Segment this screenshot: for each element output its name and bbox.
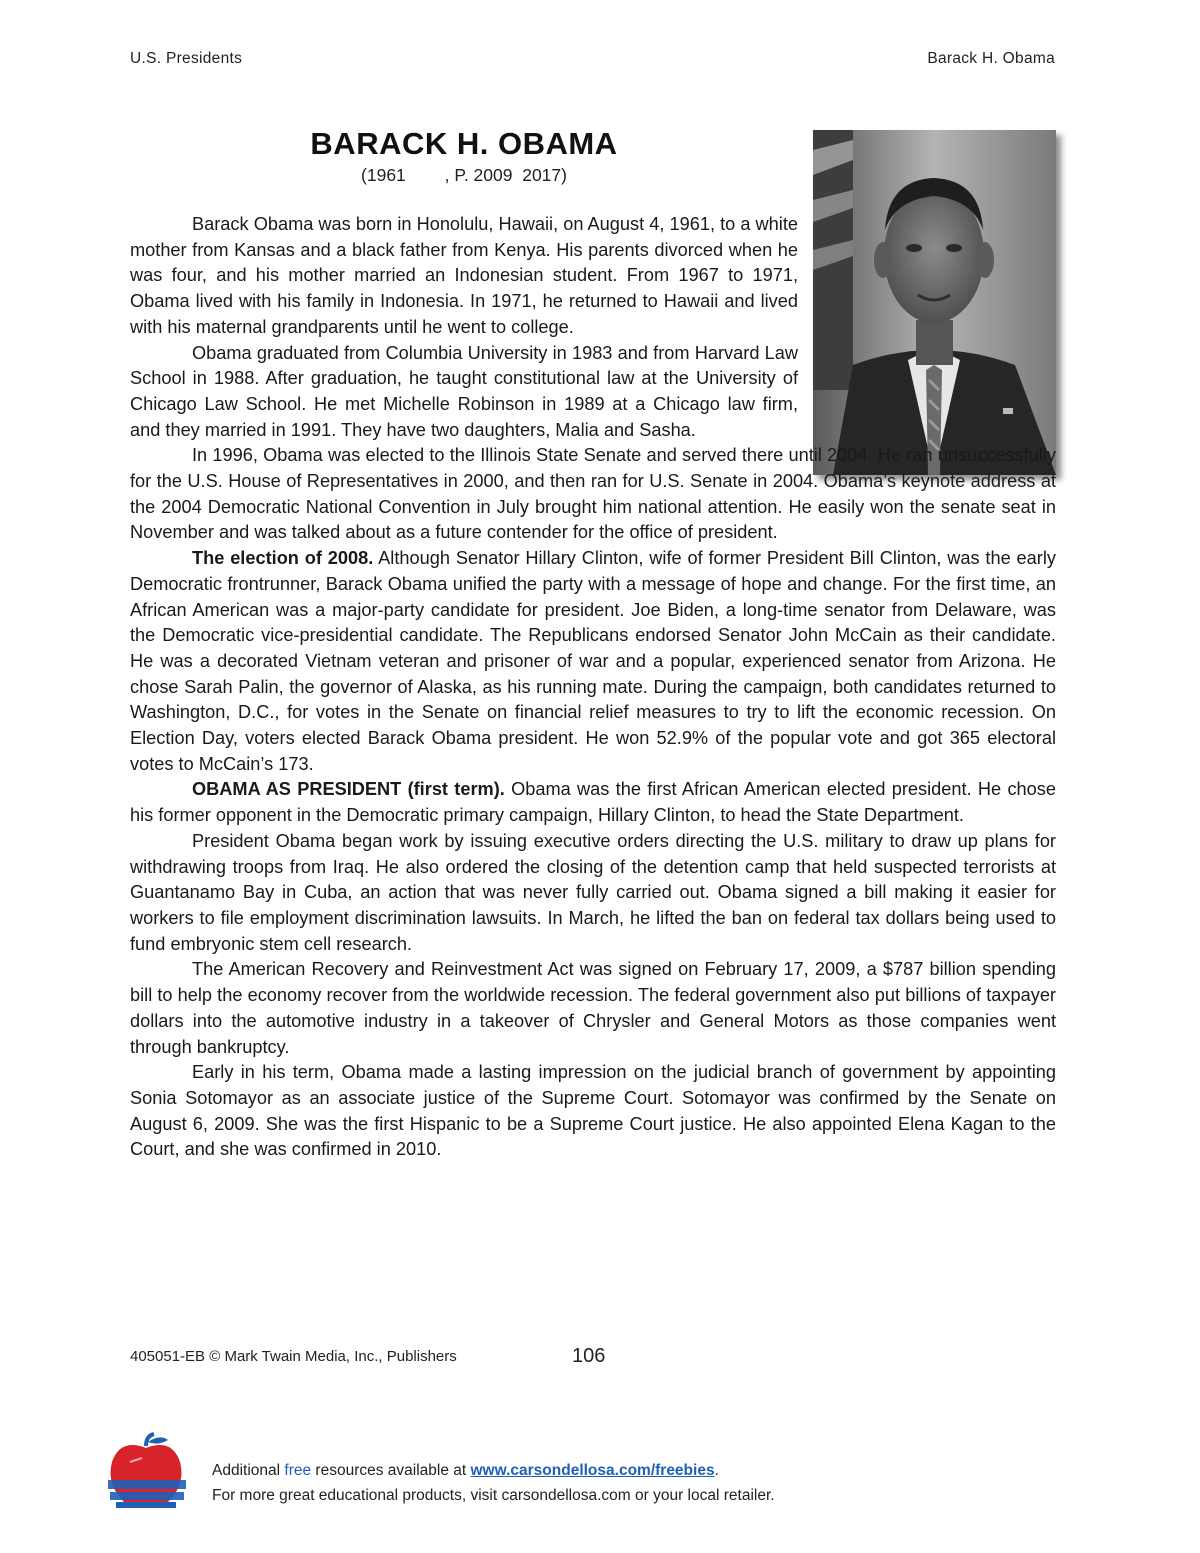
paragraph-election-text: Although Senator Hillary Clinton, wife of former President Bill Clinton, was the early Democratic frontrunner, Barack Obama unified the party with a message of hope and change. For the first time, an African American was a major-party candidate for president. Joe Biden, a long-time senator from Delaware, was the Democratic vice-presidential candidate. The Republicans endorsed Senator John McCain as their candidate. He was a decorated Vietnam veteran and prisoner of war and a popular, experienced senator from Arizona. He chose Sarah Palin, the governor of Alaska, as his running mate. During the campaign, both candidates returned to Washington, D.C., for votes in the Senate on financial relief measures to try to lift the economic recession. On Election Day, voters elected Barack Obama president. He won 52.9% of the popular vote and got 365 electoral votes to McCain’s 173. — [130, 548, 1056, 774]
section-lead-election: The election of 2008. — [192, 548, 374, 569]
promo-line-free-resources — [212, 1462, 719, 1480]
paragraph-early-life: Barack Obama was born in Honolulu, Hawaii, on August 4, 1961, to a white mother from Kansas and a black father from Kenya. His parents divorced when he was four, and his mother married an Indonesian student. From 1967 to 1971, Obama lived with his family in Indonesia. In 1971, he returned to Hawaii and lived with his maternal grandparents until he went to college. — [130, 214, 798, 337]
paragraph-election-2008 — [130, 546, 1056, 777]
paragraph-executive-orders: President Obama began work by issuing executive orders directing the U.S. military to draw up plans for withdrawing troops from Iraq. He also ordered the closing of the detention camp that held suspected terrorists at Guantanamo Bay in Cuba, an action that was never fully carried out. Obama signed a bill making it easier for workers to file employment discrimination lawsuits. In March, he lifted the ban on federal tax dollars being used to fund embryonic stem cell research. — [130, 830, 1056, 954]
freebies-link[interactable]: www.carsondellosa.com/freebies — [470, 1462, 715, 1479]
paragraph-political-career: In 1996, Obama was elected to the Illinois State Senate and served there until 2004. He ran unsuccessfully for the U.S. House of Representatives in 2000, and then ran for U.S. Senate in 2004. Obama’s keynote address at the 2004 Democratic National Convention in July brought him national attention. He easily won the senate seat in November and was talked about as a future contender for the office of president. — [130, 445, 1056, 543]
carson-dellosa-logo — [102, 1432, 190, 1510]
page-number: 106 — [572, 1345, 606, 1367]
running-header-right: Barack H. Obama — [927, 50, 1055, 67]
footer-copyright: 405051-EB © Mark Twain Media, Inc., Publishers — [130, 1348, 457, 1365]
promo-text: Additional — [212, 1462, 285, 1479]
section-lead-first-term: OBAMA AS PRESIDENT (first term). — [192, 779, 505, 800]
paragraph-first-term-text: Obama was the first African American elected president. He chose his former opponent in the Democratic primary campaign, Hillary Clinton, to head the State Department. — [130, 779, 1056, 826]
page-title: BARACK H. OBAMA — [310, 126, 618, 161]
running-header-left: U.S. Presidents — [130, 50, 243, 67]
paragraph-supreme-court: Early in his term, Obama made a lasting impression on the judicial branch of government by appointing Sonia Sotomayor as an associate justice of the Supreme Court. Sotomayor was confirmed by the Senate on August 6, 2009. She was the first Hispanic to be a Supreme Court justice. He also appointed Elena Kagan to the Court, and she was confirmed in 2010. — [130, 1062, 1056, 1160]
promo-text-mid: resources available at — [311, 1462, 471, 1479]
logo-icon — [102, 1432, 190, 1510]
paragraph-education: Obama graduated from Columbia University in 1983 and from Harvard Law School in 1988. After graduation, he taught constitutional law at the University of Chicago Law School. He met Michelle Robinson in 1989 at a Chicago law firm, and they married in 1991. They have two daughters, Malia and Sasha. — [130, 342, 798, 440]
paragraph-recovery-act: The American Recovery and Reinvestment Act was signed on February 17, 2009, a $787 billion spending bill to help the economy recover from the worldwide recession. The federal government also put billions of taxpayer dollars into the automotive industry in a takeover of Chrysler and General Motors as those companies went through bankruptcy. — [130, 959, 1056, 1057]
life-dates: (1961 , P. 2009 2017) — [361, 165, 567, 185]
promo-period: . — [714, 1462, 719, 1479]
promo-free-word: free — [284, 1462, 312, 1479]
article-body — [130, 212, 1056, 1163]
promo-line-retailer: For more great educational products, visit carsondellosa.com or your local retailer. — [212, 1487, 775, 1504]
paragraph-first-term — [130, 777, 1056, 828]
